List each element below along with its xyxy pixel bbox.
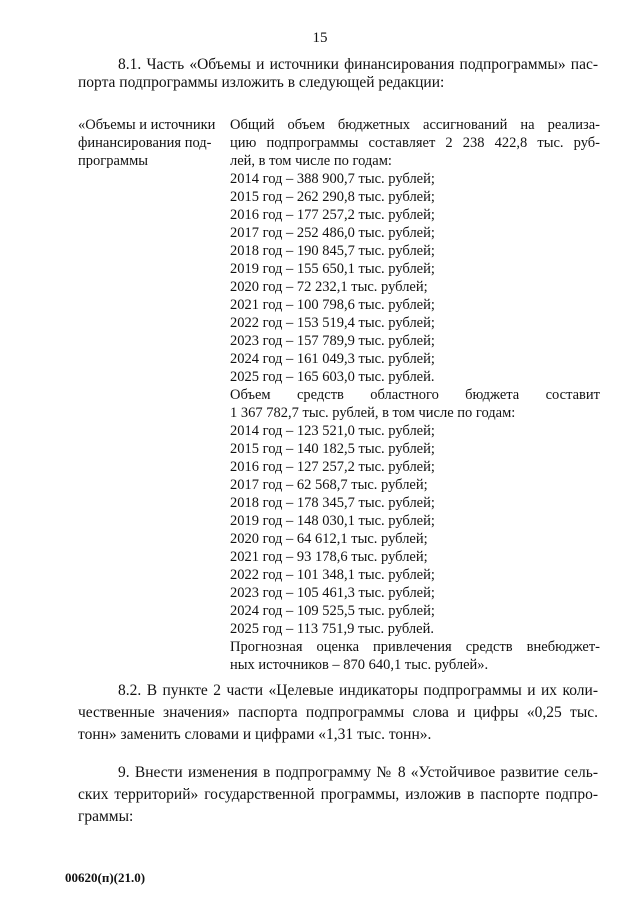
year-amount-item: 2022 год – 153 519,4 тыс. рублей; xyxy=(230,315,435,331)
year-amount-item: 2016 год – 127 257,2 тыс. рублей; xyxy=(230,459,435,475)
year-amount-item: 2020 год – 64 612,1 тыс. рублей; xyxy=(230,531,428,547)
page-number: 15 xyxy=(312,30,328,46)
label-line: «Объемы и источники xyxy=(78,117,216,133)
section-9-paragraph xyxy=(78,762,598,828)
text-line: порта подпрограммы изложить в следующей редакции: xyxy=(78,74,445,91)
year-amount-item: 2019 год – 155 650,1 тыс. рублей; xyxy=(230,261,435,277)
document-code: 00620(п)(21.0) xyxy=(65,870,146,885)
year-amount-item: 2014 год – 123 521,0 тыс. рублей; xyxy=(230,423,435,439)
year-amount-item: 2014 год – 388 900,7 тыс. рублей; xyxy=(230,171,435,187)
regional-intro-line: Объем средств областного бюджета составит xyxy=(230,387,600,403)
year-amount-item: 2025 год – 165 603,0 тыс. рублей. xyxy=(230,369,435,385)
label-line: программы xyxy=(78,153,148,169)
year-amount-item: 2023 год – 157 789,9 тыс. рублей; xyxy=(230,333,435,349)
year-amount-item: 2018 год – 178 345,7 тыс. рублей; xyxy=(230,495,435,511)
text-line: 8.1. Часть «Объемы и источники финансирования подпрограммы» пас- xyxy=(118,56,598,73)
intro-line: Общий объем бюджетных ассигнований на реализа- xyxy=(230,117,600,133)
year-amount-item: 2020 год – 72 232,1 тыс. рублей; xyxy=(230,279,428,295)
year-amount-item: 2021 год – 100 798,6 тыс. рублей; xyxy=(230,297,435,313)
year-amount-item: 2016 год – 177 257,2 тыс. рублей; xyxy=(230,207,435,223)
year-amount-item: 2022 год – 101 348,1 тыс. рублей; xyxy=(230,567,435,583)
label-line: финансирования под- xyxy=(78,135,212,151)
text-line: 9. Внести изменения в подпрограмму № 8 «Устойчивое развитие сель- xyxy=(118,764,598,781)
intro-line: цию подпрограммы составляет 2 238 422,8 тыс. руб- xyxy=(230,135,600,151)
year-amount-item: 2018 год – 190 845,7 тыс. рублей; xyxy=(230,243,435,259)
text-line: тонн» заменить словами и цифрами «1,31 тыс. тонн». xyxy=(78,726,432,743)
section-8-2-paragraph xyxy=(78,680,598,746)
year-amount-item: 2017 год – 252 486,0 тыс. рублей; xyxy=(230,225,435,241)
year-amount-item: 2025 год – 113 751,9 тыс. рублей. xyxy=(230,621,434,637)
passport-field-value xyxy=(230,116,600,674)
text-line: чественные значения» паспорта подпрограммы слова и цифры «0,25 тыс. xyxy=(78,704,598,721)
forecast-line: ных источников – 870 640,1 тыс. рублей». xyxy=(230,657,489,673)
year-amount-item: 2023 год – 105 461,3 тыс. рублей; xyxy=(230,585,435,601)
text-line: 8.2. В пункте 2 части «Целевые индикаторы подпрограммы и их коли- xyxy=(118,682,598,699)
year-amount-item: 2021 год – 93 178,6 тыс. рублей; xyxy=(230,549,428,565)
section-8-1-paragraph xyxy=(78,56,598,92)
intro-line: лей, в том числе по годам: xyxy=(230,153,392,169)
year-amount-item: 2019 год – 148 030,1 тыс. рублей; xyxy=(230,513,435,529)
text-line: ских территорий» государственной программы, изложив в паспорте подпро- xyxy=(78,786,598,803)
year-amount-item: 2024 год – 109 525,5 тыс. рублей; xyxy=(230,603,435,619)
text-line: граммы: xyxy=(78,808,134,825)
passport-field-label xyxy=(78,116,228,170)
forecast-line: Прогнозная оценка привлечения средств внебюджет- xyxy=(230,639,600,655)
year-amount-item: 2024 год – 161 049,3 тыс. рублей; xyxy=(230,351,435,367)
regional-funding-by-year-list xyxy=(230,422,600,638)
year-amount-item: 2017 год – 62 568,7 тыс. рублей; xyxy=(230,477,428,493)
year-amount-item: 2015 год – 140 182,5 тыс. рублей; xyxy=(230,441,435,457)
year-amount-item: 2015 год – 262 290,8 тыс. рублей; xyxy=(230,189,435,205)
total-funding-by-year-list xyxy=(230,170,600,386)
regional-intro-line: 1 367 782,7 тыс. рублей, в том числе по годам: xyxy=(230,405,516,421)
